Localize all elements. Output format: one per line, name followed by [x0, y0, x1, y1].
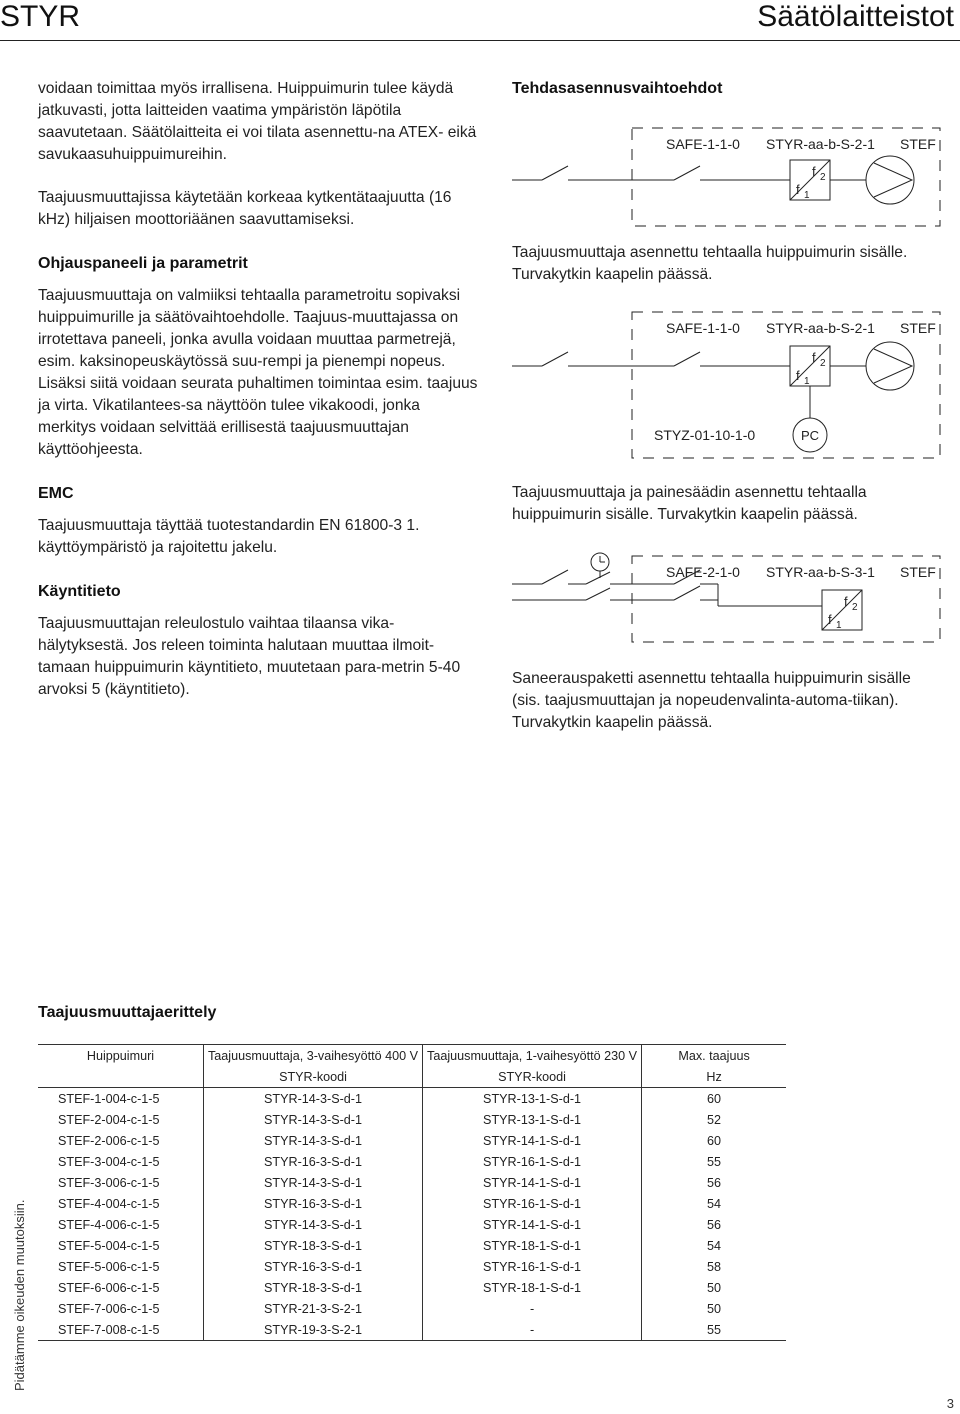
table-cell: STYR-18-3-S-d-1: [204, 1235, 423, 1256]
safe-switch-label: SAFE-2-1-0: [666, 564, 740, 580]
table-cell: STEF-1-004-c-1-5: [58, 1091, 160, 1106]
run-info-paragraph: Taajuusmuuttajan releulostulo vaihtaa tilaansa vika-hälytyksestä. Jos releen toiminta halutaan muuttaa ilmoit-tamaan huippuimurin käyntitieto, muutetaan para-metrin 5-40 arvoksi 5 (käyntitieto).: [38, 615, 461, 698]
svg-text:1: 1: [804, 376, 810, 387]
svg-text:f: f: [796, 182, 800, 197]
table-cell: STYR-14-1-S-d-1: [423, 1172, 642, 1193]
options-heading: Tehdasasennusvaihtoehdot: [512, 80, 723, 97]
table-row: [38, 1235, 786, 1256]
table-cell: STEF-6-006-c-1-5: [58, 1280, 160, 1295]
diagram-option-1: [506, 120, 952, 230]
table-cell: STYR-14-3-S-d-1: [204, 1130, 423, 1151]
spec-table-title: Taajuusmuuttajaerittely: [38, 1004, 217, 1021]
pressure-controller-code: STYZ-01-10-1-0: [654, 427, 756, 443]
table-cell: STEF-7-008-c-1-5: [38, 1319, 204, 1341]
converter-label: STYR-aa-b-S-3-1: [766, 564, 875, 580]
table-cell: STEF-3-004-c-1-5: [58, 1154, 160, 1169]
table-row: [38, 1214, 786, 1235]
table-row: [38, 1256, 786, 1277]
page-number: 3: [946, 1396, 954, 1411]
table-cell: STEF-5-006-c-1-5: [58, 1259, 160, 1274]
emc-paragraph: Taajuusmuuttaja täyttää tuotestandardin EN 61800-3 1. käyttöympäristö ja rajoitettu jakelu.: [38, 517, 420, 556]
table-cell: STYR-21-3-S-2-1: [204, 1298, 423, 1319]
fan-icon: [866, 342, 914, 390]
disclaimer-note: Pidätämme oikeuden muutoksiin.: [12, 1199, 27, 1391]
table-cell: 54: [642, 1193, 787, 1214]
timer-contact-icon: [586, 588, 610, 600]
table-cell: [38, 1066, 204, 1088]
header-rule: [0, 40, 960, 41]
table-cell: 55: [642, 1151, 787, 1172]
table-cell: STYR-koodi: [204, 1066, 423, 1088]
table-row: [38, 1109, 786, 1130]
fan-label: STEF: [900, 136, 936, 152]
table-row: [38, 1172, 786, 1193]
emc-heading: EMC: [38, 485, 74, 502]
svg-text:1: 1: [836, 620, 842, 631]
svg-text:f: f: [812, 350, 816, 365]
svg-text:f: f: [812, 164, 816, 179]
table-cell: Taajuusmuuttaja, 3-vaihesyöttö 400 V: [204, 1045, 423, 1067]
table-row: [38, 1130, 786, 1151]
converter-label: STYR-aa-b-S-2-1: [766, 136, 875, 152]
fan-label: STEF: [900, 564, 936, 580]
header-section: Säätölaitteistot: [757, 0, 954, 33]
table-cell: 60: [642, 1130, 787, 1151]
table-cell: STYR-14-3-S-d-1: [204, 1172, 423, 1193]
table-header-row: [38, 1045, 786, 1067]
table-cell: STYR-16-3-S-d-1: [204, 1151, 423, 1172]
table-cell: STYR-18-3-S-d-1: [204, 1277, 423, 1298]
switch-contact-icon: [542, 166, 568, 180]
table-cell: STEF-7-006-c-1-5: [58, 1301, 160, 1316]
table-cell: STYR-16-1-S-d-1: [423, 1256, 642, 1277]
table-row: [38, 1151, 786, 1172]
table-cell: STYR-19-3-S-2-1: [204, 1319, 423, 1341]
safe-switch-label: SAFE-1-1-0: [666, 320, 740, 336]
table-cell: STYR-14-3-S-d-1: [204, 1088, 423, 1110]
table-row: [38, 1088, 786, 1110]
table-cell: 58: [642, 1256, 787, 1277]
table-cell: STYR-koodi: [423, 1066, 642, 1088]
table-cell: 56: [642, 1214, 787, 1235]
switch-contact-icon: [674, 586, 700, 600]
table-cell: 60: [642, 1088, 787, 1110]
svg-text:2: 2: [820, 172, 826, 183]
svg-text:2: 2: [820, 358, 826, 369]
option-2-caption: Taajuusmuuttaja ja painesäädin asennettu tehtaalla huippuimurin sisälle. Turvakytkin kaapelin päässä.: [512, 484, 867, 523]
svg-text:2: 2: [852, 602, 858, 613]
svg-text:1: 1: [804, 190, 810, 201]
table-cell: -: [423, 1319, 642, 1341]
pressure-controller-label: PC: [800, 428, 820, 443]
table-subheader-row: [38, 1066, 786, 1088]
table-cell: -: [423, 1298, 642, 1319]
header-title: STYR: [0, 0, 81, 33]
table-cell: STEF-4-004-c-1-5: [58, 1196, 160, 1211]
converter-spec-table: [38, 1044, 786, 1341]
intro-paragraph: voidaan toimittaa myös irrallisena. Huippuimurin tulee käydä jatkuvasti, jotta laitteiden vaatima ympäristön läpötila saavutetaan. Säätölaitteita ei voi tilata asennettu-na ATEX- eikä savukaasuhuippuimureihin.: [38, 80, 477, 163]
diagram-option-2: [506, 304, 952, 464]
table-cell: 50: [642, 1298, 787, 1319]
table-cell: 54: [642, 1235, 787, 1256]
table-cell: Huippuimuri: [38, 1045, 204, 1067]
table-cell: STYR-13-1-S-d-1: [423, 1109, 642, 1130]
diagram-option-3: [506, 548, 952, 648]
table-cell: STYR-16-3-S-d-1: [204, 1193, 423, 1214]
svg-text:f: f: [828, 612, 832, 627]
table-cell: STEF-5-004-c-1-5: [58, 1238, 160, 1253]
table-cell: STEF-2-004-c-1-5: [58, 1112, 160, 1127]
table-cell: STYR-14-1-S-d-1: [423, 1214, 642, 1235]
table-cell: 52: [642, 1109, 787, 1130]
safe-switch-label: SAFE-1-1-0: [666, 136, 740, 152]
table-cell: Taajuusmuuttaja, 1-vaihesyöttö 230 V: [423, 1045, 642, 1067]
option-1-caption: Taajuusmuuttaja asennettu tehtaalla huippuimurin sisälle. Turvakytkin kaapelin päässä.: [512, 244, 908, 283]
table-cell: STYR-14-3-S-d-1: [204, 1214, 423, 1235]
table-cell: STEF-3-006-c-1-5: [58, 1175, 160, 1190]
panel-heading: Ohjauspaneeli ja parametrit: [38, 255, 248, 272]
table-cell: 56: [642, 1172, 787, 1193]
table-cell: STYR-16-1-S-d-1: [423, 1151, 642, 1172]
svg-text:f: f: [796, 368, 800, 383]
converter-label: STYR-aa-b-S-2-1: [766, 320, 875, 336]
table-cell: 50: [642, 1277, 787, 1298]
left-column: [38, 78, 478, 701]
switch-contact-icon: [674, 166, 700, 180]
table-row: [38, 1277, 786, 1298]
run-info-heading: Käyntitieto: [38, 583, 121, 600]
switching-paragraph: Taajuusmuuttajissa käytetään korkeaa kytkentätaajuutta (16 kHz) hiljaisen moottoriäänen saavuttamiseksi.: [38, 189, 452, 228]
table-cell: STEF-4-006-c-1-5: [58, 1217, 160, 1232]
table-row: [38, 1193, 786, 1214]
table-cell: STYR-14-3-S-d-1: [204, 1109, 423, 1130]
option-3-caption: Saneerauspaketti asennettu tehtaalla huippuimurin sisälle (sis. taajusmuuttajan ja nopeudenvalinta-automa-tiikan). Turvakytkin kaapelin päässä.: [512, 670, 911, 731]
table-cell: STYR-18-1-S-d-1: [423, 1235, 642, 1256]
table-cell: Hz: [642, 1066, 787, 1088]
table-cell: STYR-16-3-S-d-1: [204, 1256, 423, 1277]
fan-label: STEF: [900, 320, 936, 336]
table-cell: Max. taajuus: [642, 1045, 787, 1067]
switch-contact-icon: [674, 352, 700, 366]
table-cell: STYR-18-1-S-d-1: [423, 1277, 642, 1298]
table-cell: STYR-14-1-S-d-1: [423, 1130, 642, 1151]
table-row: [38, 1298, 786, 1319]
panel-paragraph: Taajuusmuuttaja on valmiiksi tehtaalla parametroitu sopivaksi huippuimurille ja säätövaihtoehdolle. Taajuus-muuttajassa on irrotettava paneeli, jonka avulla voidaan muuttaa parmetrejä, esim. kaksinopeuskäytössä suu-rempi ja pienempi nopeus. Lisäksi siitä voidaan seurata puhaltimen toimintaa esim. taajuus ja virta. Vikatilantees-sa näyttöön tulee vikakoodi, jonka merkitys voidaan selvittää erillisestä taajuusmuuttajan käyttöohjeesta.: [38, 287, 478, 458]
table-cell: 55: [642, 1319, 787, 1341]
table-cell: STEF-2-006-c-1-5: [58, 1133, 160, 1148]
table-cell: STYR-13-1-S-d-1: [423, 1088, 642, 1110]
timer-contact-icon: [586, 572, 610, 584]
table-row: [38, 1319, 786, 1341]
table-cell: STYR-16-1-S-d-1: [423, 1193, 642, 1214]
svg-text:f: f: [844, 594, 848, 609]
switch-contact-icon: [542, 570, 568, 584]
fan-icon: [866, 156, 914, 204]
switch-contact-icon: [542, 352, 568, 366]
